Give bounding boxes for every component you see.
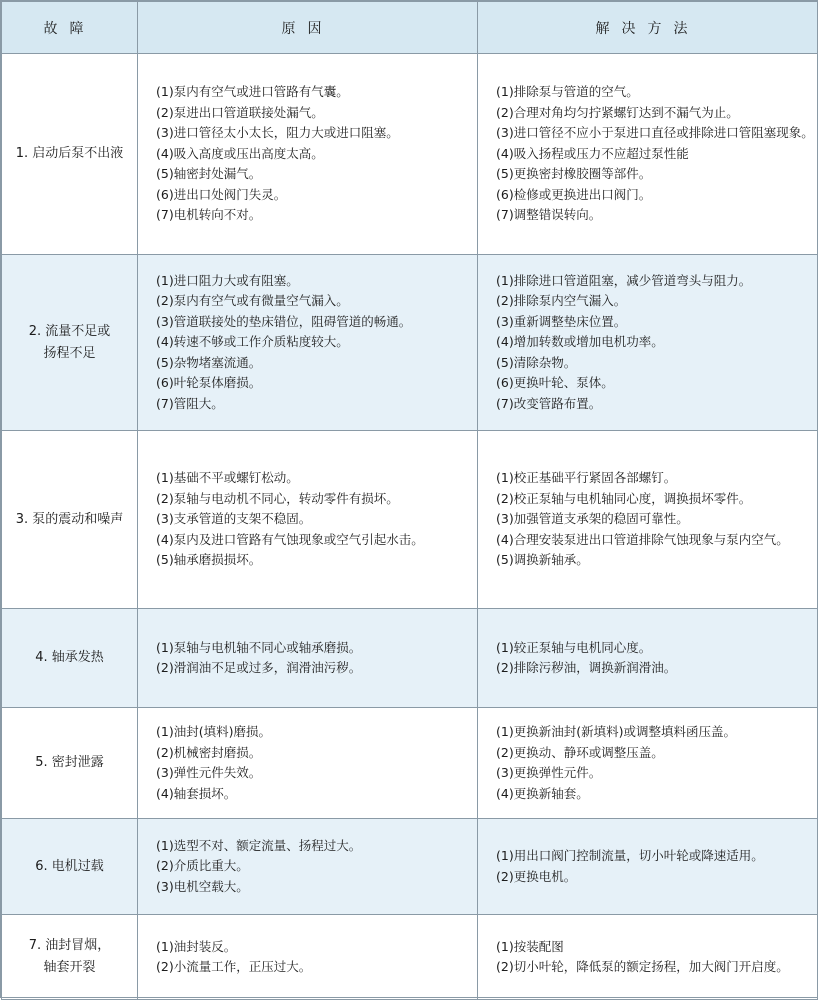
fault-cell <box>2 708 138 819</box>
cause-item: (4)轴套损坏。 <box>156 785 237 801</box>
cause-item: (1)油封装反。 <box>156 938 237 954</box>
header-fault: 故障 <box>2 2 138 54</box>
solution-item: (7)调整错误转向。 <box>496 207 602 223</box>
cause-item: (1)进口阻力大或有阻塞。 <box>156 272 299 288</box>
solution-item: (2)排除污秽油，调换新润滑油。 <box>496 660 677 675</box>
cause-item: (2)泵内有空气或有微量空气漏入。 <box>156 293 349 309</box>
cause-item: (3)支承管道的支架不稳固。 <box>156 511 312 527</box>
cause-item: (4)泵内及进口管路有气蚀现象或空气引起水击。 <box>156 531 424 547</box>
cause-item: (4)吸入高度或压出高度太高。 <box>156 145 324 161</box>
cause-item: (4)转速不够或工作介质粘度较大。 <box>156 334 349 350</box>
solution-item: (1)排除进口管道阻塞，减少管道弯头与阻力。 <box>496 272 752 288</box>
table-row <box>2 819 818 915</box>
solution-item: (1)校正基础平行紧固各部螺钉。 <box>496 470 677 486</box>
cause-item: (2)泵进出口管道联接处漏气。 <box>156 104 324 120</box>
cause-item: (2)机械密封磨损。 <box>156 744 262 760</box>
table-row <box>2 915 818 1000</box>
cause-item: (3)管道联接处的垫床错位，阻碍管道的畅通。 <box>156 313 412 329</box>
cause-item: (6)进出口处阀门失灵。 <box>156 186 287 202</box>
fault-text: 扬程不足 <box>43 345 96 361</box>
cause-cell <box>138 255 478 431</box>
cause-item: (1)泵内有空气或进口管路有气囊。 <box>156 84 349 100</box>
cause-item: (6)叶轮泵体磨损。 <box>156 375 262 391</box>
table-header-row <box>2 2 818 54</box>
solution-cell <box>478 255 818 431</box>
solution-item: (2)切小叶轮，降低泵的额定扬程，加大阀门开启度。 <box>496 959 789 974</box>
solution-item: (1)按装配图 <box>496 938 564 954</box>
fault-text: 4. 轴承发热 <box>35 650 104 665</box>
solution-item: (2)更换电机。 <box>496 868 577 884</box>
cause-item: (3)电机空载大。 <box>156 878 249 894</box>
fault-cell <box>2 255 138 431</box>
solution-item: (5)清除杂物。 <box>496 354 577 370</box>
table-row <box>2 708 818 819</box>
cause-item: (3)进口管径太小太长，阻力大或进口阻塞。 <box>156 125 399 141</box>
solution-item: (2)排除泵内空气漏入。 <box>496 293 627 309</box>
table-row <box>2 54 818 255</box>
solution-item: (1)排除泵与管道的空气。 <box>496 84 639 100</box>
cause-cell <box>138 708 478 819</box>
solution-item: (6)检修或更换进出口阀门。 <box>496 186 652 202</box>
cause-item: (3)弹性元件失效。 <box>156 765 262 780</box>
cause-item: (2)泵轴与电动机不同心，转动零件有损坏。 <box>156 490 399 506</box>
fault-cell <box>2 54 138 255</box>
cause-item: (5)杂物堵塞流通。 <box>156 354 262 370</box>
cause-item: (1)选型不对、额定流量、扬程过大。 <box>156 837 362 853</box>
solution-item: (1)更换新油封(新填料)或调整填料函压盖。 <box>496 724 736 739</box>
solution-item: (4)合理安装泵进出口管道排除气蚀现象与泵内空气。 <box>496 531 789 547</box>
solution-item: (6)更换叶轮、泵体。 <box>496 375 614 391</box>
solution-item: (1)用出口阀门控制流量，切小叶轮或降速适用。 <box>496 848 764 863</box>
fault-text: 5. 密封泄露 <box>35 755 104 770</box>
solution-cell <box>478 915 818 1000</box>
solution-item: (2)合理对角均匀拧紧螺钉达到不漏气为止。 <box>496 104 739 120</box>
solution-item: (5)更换密封橡胶圈等部件。 <box>496 166 652 182</box>
table-body <box>2 54 818 1000</box>
table-row <box>2 431 818 609</box>
solution-item: (2)更换动、静环或调整压盖。 <box>496 744 664 760</box>
header-solution: 解决方法 <box>478 2 818 54</box>
fault-cell <box>2 819 138 915</box>
cause-item: (2)滑润油不足或过多，润滑油污秽。 <box>156 660 362 675</box>
cause-item: (7)电机转向不对。 <box>156 207 262 223</box>
solution-cell <box>478 708 818 819</box>
solution-item: (3)加强管道支承架的稳固可靠性。 <box>496 511 689 527</box>
fault-cell <box>2 915 138 1000</box>
table-row <box>2 609 818 708</box>
solution-item: (4)吸入扬程或压力不应超过泵性能 <box>496 145 689 161</box>
solution-item: (4)增加转数或增加电机功率。 <box>496 334 664 350</box>
fault-text: 3. 泵的震动和噪声 <box>15 511 124 527</box>
solution-item: (3)重新调整垫床位置。 <box>496 313 627 329</box>
header-cause: 原因 <box>138 2 478 54</box>
solution-cell <box>478 609 818 708</box>
cause-item: (1)油封(填料)磨损。 <box>156 724 271 739</box>
fault-text: 2. 流量不足或 <box>28 323 111 339</box>
solution-item: (1)较正泵轴与电机同心度。 <box>496 639 652 655</box>
cause-cell <box>138 54 478 255</box>
cause-item: (7)管阻大。 <box>156 395 224 411</box>
cause-cell <box>138 915 478 1000</box>
cause-item: (5)轴密封处漏气。 <box>156 166 262 182</box>
solution-cell <box>478 431 818 609</box>
cause-cell <box>138 431 478 609</box>
fault-text: 1. 启动后泵不出液 <box>15 146 124 161</box>
solution-item: (3)进口管径不应小于泵进口直径或排除进口管阻塞现象。 <box>496 125 814 141</box>
fault-text: 7. 油封冒烟， <box>28 938 111 953</box>
fault-text: 轴套开裂 <box>43 960 96 975</box>
solution-item: (2)校正泵轴与电机轴同心度，调换损坏零件。 <box>496 490 752 506</box>
solution-item: (7)改变管路布置。 <box>496 395 602 411</box>
fault-cell <box>2 609 138 708</box>
cause-cell <box>138 609 478 708</box>
cause-item: (1)基础不平或螺钉松动。 <box>156 470 299 486</box>
solution-item: (4)更换新轴套。 <box>496 785 589 801</box>
cause-item: (1)泵轴与电机轴不同心或轴承磨损。 <box>156 639 362 655</box>
cause-item: (2)小流量工作，正压过大。 <box>156 959 312 974</box>
fault-cell <box>2 431 138 609</box>
table-row <box>2 255 818 431</box>
cause-item: (5)轴承磨损损坏。 <box>156 552 262 568</box>
solution-cell <box>478 54 818 255</box>
solution-cell <box>478 819 818 915</box>
cause-cell <box>138 819 478 915</box>
fault-text: 6. 电机过载 <box>35 858 104 874</box>
solution-item: (5)调换新轴承。 <box>496 552 589 568</box>
cause-item: (2)介质比重大。 <box>156 858 249 874</box>
solution-item: (3)更换弹性元件。 <box>496 765 602 780</box>
troubleshooting-table <box>1 1 818 1000</box>
